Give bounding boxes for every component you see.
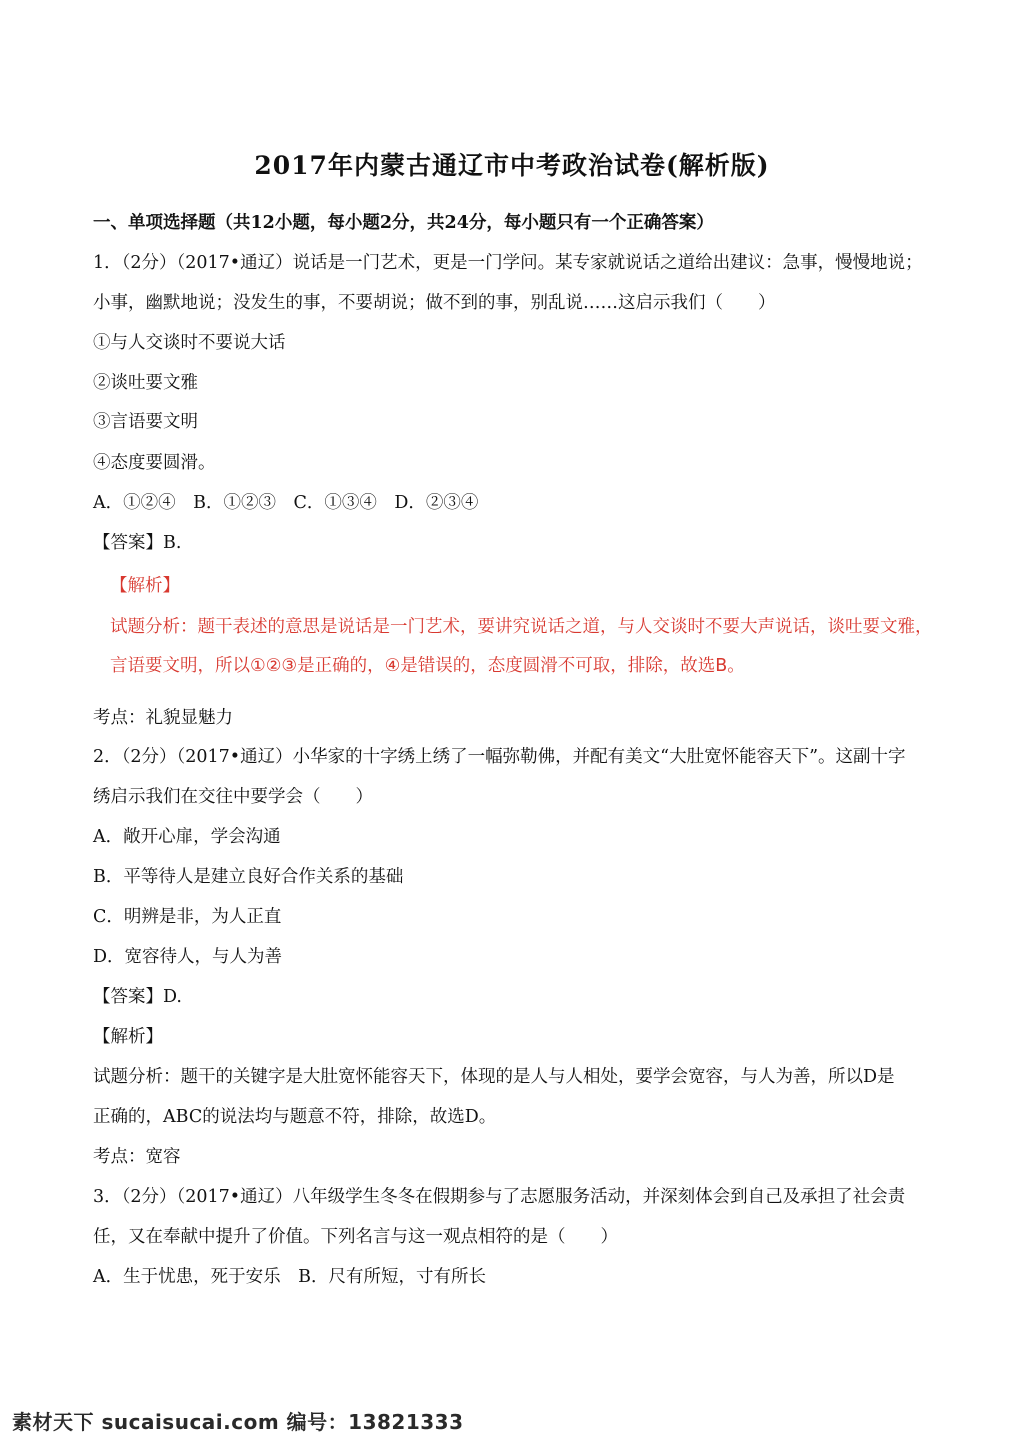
q1-item-4: ④态度要圆滑。	[93, 453, 216, 473]
q2-answer: 【答案】D.	[93, 987, 182, 1007]
q1-answer: 【答案】B.	[93, 533, 182, 553]
watermark-text: 素材天下 sucaisucai.com 编号：13821333	[12, 1410, 464, 1434]
q2-stem-line2: 绣启示我们在交往中要学会（ ）	[93, 787, 373, 807]
q1-analysis-label: 【解析】	[110, 576, 180, 596]
q3-stem-line2: 任，又在奉献中提升了价值。下列名言与这一观点相符的是（ ）	[93, 1227, 618, 1247]
q1-options: A．①②④ B．①②③ C．①③④ D．②③④	[93, 493, 479, 513]
q2-stem-line1: 2．（2分）（2017•通辽）小华家的十字绣上绣了一幅弥勒佛，并配有美文“大肚宽怀能容天下”。这副十字	[93, 747, 906, 767]
q3-options: A．生于忧患，死于安乐 B．尺有所短，寸有所长	[93, 1267, 486, 1287]
q1-analysis-line1: 试题分析：题干表述的意思是说话是一门艺术，要讲究说话之道，与人交谈时不要大声说话，谈吐要文雅，	[110, 617, 933, 637]
q2-option-d: D．宽容待人，与人为善	[93, 947, 283, 967]
page-title: 2017年内蒙古通辽市中考政治试卷(解析版)	[254, 151, 770, 180]
q1-item-3: ③言语要文明	[93, 412, 198, 432]
q3-stem-line1: 3．（2分）（2017•通辽）八年级学生冬冬在假期参与了志愿服务活动，并深刻体会到自己及承担了社会责	[93, 1187, 906, 1207]
q1-item-1: ①与人交谈时不要说大话	[93, 333, 286, 353]
q2-analysis-line1: 试题分析：题干的关键字是大肚宽怀能容天下，体现的是人与人相处，要学会宽容，与人为善，所以D是	[93, 1067, 895, 1087]
q2-option-a: A．敞开心扉，学会沟通	[93, 827, 281, 847]
q1-point: 考点：礼貌显魅力	[93, 708, 233, 728]
q1-stem-line2: 小事，幽默地说；没发生的事，不要胡说；做不到的事，别乱说……这启示我们（ ）	[93, 293, 776, 313]
q2-analysis-label: 【解析】	[93, 1027, 163, 1047]
q1-item-2: ②谈吐要文雅	[93, 373, 198, 393]
q1-analysis-line2: 言语要文明，所以①②③是正确的，④是错误的，态度圆滑不可取，排除，故选B。	[110, 656, 745, 676]
q2-point: 考点：宽容	[93, 1147, 181, 1167]
q2-option-b: B．平等待人是建立良好合作关系的基础	[93, 867, 404, 887]
q1-stem-line1: 1．（2分）（2017•通辽）说话是一门艺术，更是一门学问。某专家就说话之道给出建议：急事，慢慢地说；	[93, 253, 923, 273]
q2-option-c: C．明辨是非，为人正直	[93, 907, 282, 927]
watermark-bar	[0, 1400, 1024, 1442]
q2-analysis-line2: 正确的，ABC的说法均与题意不符，排除，故选D。	[93, 1107, 497, 1127]
section-heading: 一、单项选择题（共12小题，每小题2分，共24分，每小题只有一个正确答案）	[93, 213, 714, 233]
